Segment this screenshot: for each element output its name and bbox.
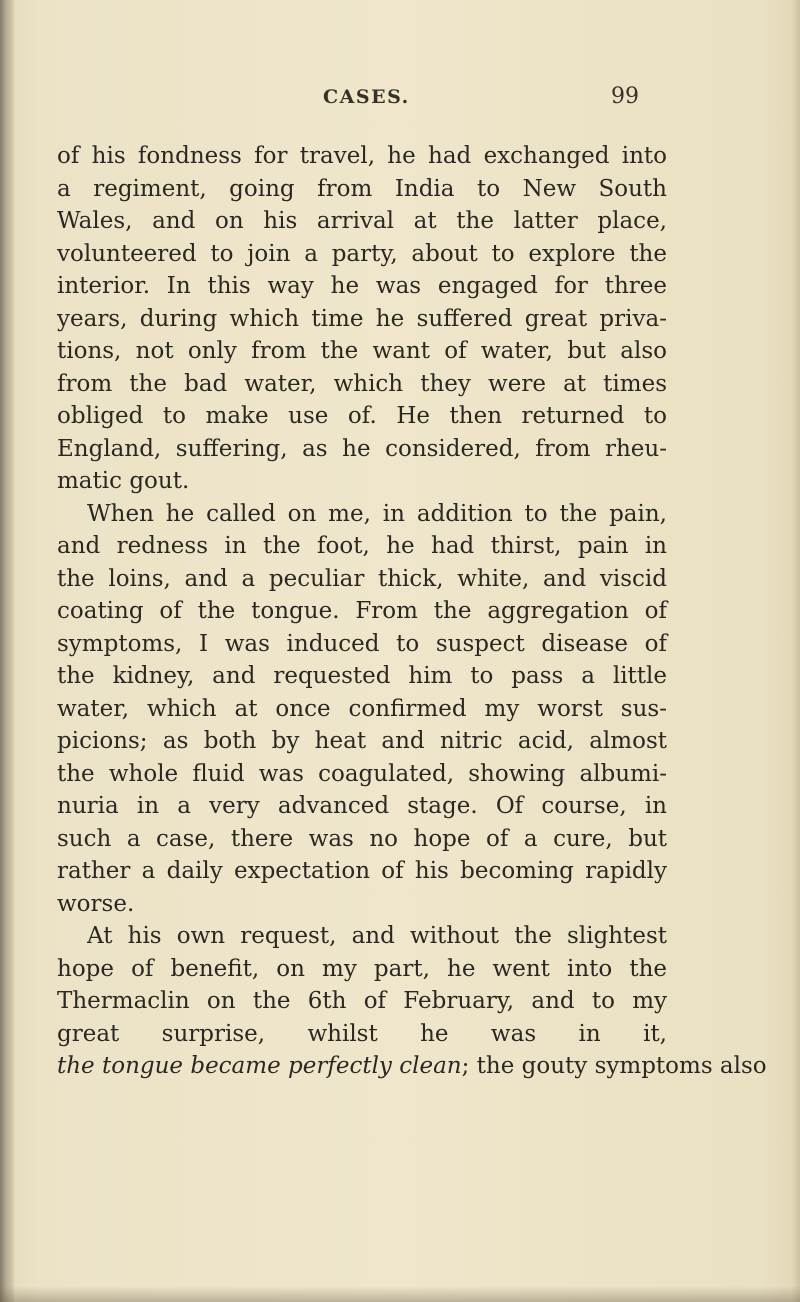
text-line: symptoms, I was induced to suspect disease of bbox=[57, 630, 667, 657]
running-head-title: CASES. bbox=[323, 86, 410, 108]
text-line: England, suffering, as he considered, from rheu- bbox=[57, 435, 667, 462]
text-line: the whole fluid was coagulated, showing albumi- bbox=[57, 760, 667, 787]
text-line: a regiment, going from India to New South bbox=[57, 175, 667, 202]
body-text bbox=[57, 140, 767, 1083]
text-line: hope of benefit, on my part, he went into the bbox=[57, 955, 667, 982]
text-line: volunteered to join a party, about to explore the bbox=[57, 240, 667, 267]
text-line: interior. In this way he was engaged for three bbox=[57, 273, 667, 299]
text-line: years, during which time he suffered great priva- bbox=[57, 305, 667, 332]
text-line: tions, not only from the want of water, but also bbox=[57, 338, 667, 364]
text-line: Wales, and on his arrival at the latter place, bbox=[57, 208, 667, 234]
text-line: matic gout. bbox=[57, 468, 190, 494]
text-line: the loins, and a peculiar thick, white, and viscid bbox=[57, 565, 667, 592]
text-line-rest: ; the gouty symptoms also bbox=[461, 1053, 767, 1079]
text-line: Thermaclin on the 6th of February, and to my bbox=[57, 988, 667, 1014]
text-line: of his fondness for travel, he had exchanged into bbox=[57, 143, 667, 169]
text-line: rather a daily expectation of his becoming rapidly bbox=[57, 858, 667, 884]
text-line: coating of the tongue. From the aggregation of bbox=[57, 598, 667, 624]
text-line: obliged to make use of. He then returned to bbox=[57, 403, 667, 429]
italic-phrase: the tongue became perfectly clean bbox=[57, 1053, 462, 1079]
text-line: picions; as both by heat and nitric acid, almost bbox=[57, 728, 667, 754]
text-line: great surprise, whilst he was in it, bbox=[57, 1020, 667, 1047]
paragraph-start-line: At his own request, and without the slightest bbox=[87, 923, 667, 949]
text-line: and redness in the foot, he had thirst, pain in bbox=[57, 533, 667, 559]
text-line: nuria in a very advanced stage. Of course, in bbox=[57, 793, 667, 819]
text-line: the kidney, and requested him to pass a little bbox=[57, 663, 667, 689]
running-head bbox=[0, 86, 800, 116]
page-binding-edge bbox=[0, 0, 14, 1302]
text-line: worse. bbox=[57, 890, 135, 917]
text-line: such a case, there was no hope of a cure, but bbox=[57, 825, 667, 852]
page-bottom-shadow bbox=[0, 1286, 800, 1302]
text-line-final bbox=[57, 1050, 767, 1083]
paragraph-start-line: When he called on me, in addition to the pain, bbox=[87, 500, 667, 527]
text-line: from the bad water, which they were at times bbox=[57, 370, 667, 397]
page-right-edge bbox=[790, 0, 800, 1302]
text-line: water, which at once confirmed my worst sus- bbox=[57, 695, 667, 722]
page-number: 99 bbox=[611, 84, 639, 109]
